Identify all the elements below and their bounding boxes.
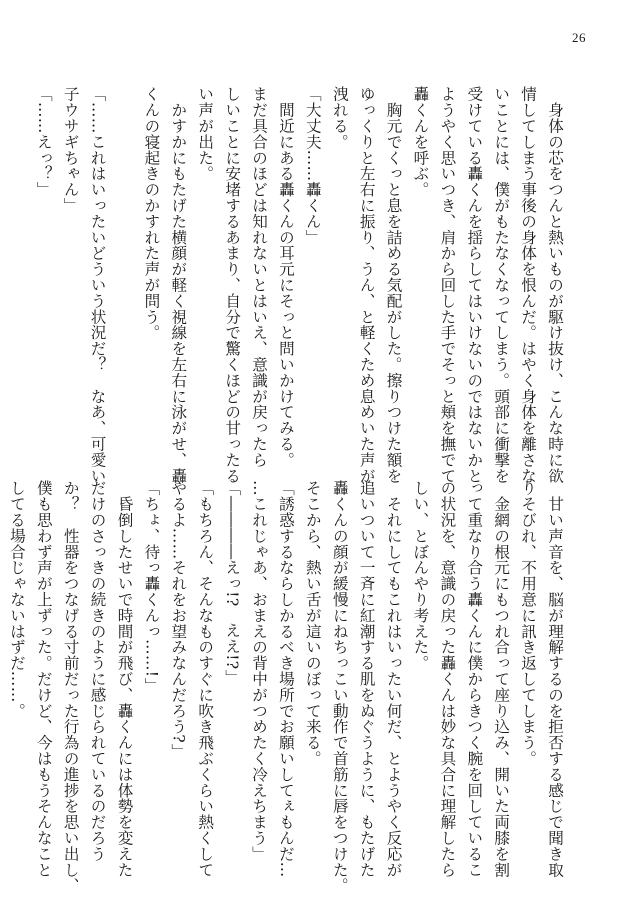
text-line: の状況を、意識の戻った轟くんは妙な具合に理解したら <box>438 480 457 878</box>
text-line: 身体の芯をつんと熱いものが駆け抜け、こんな時に欲 <box>546 86 564 484</box>
text-line: か？ 性器をつなげる寸前だった行為の進捗を思い出し、 <box>61 480 80 894</box>
text-line: してる場合じゃないはずだ……。 <box>7 480 26 719</box>
text-line: 「……これはいったいどういう状況だ？ なあ、可愛い <box>88 86 107 484</box>
text-line: しい、とぼんやり考えた。 <box>411 480 430 671</box>
text-line: かすかにもたげた横顔が軽く視線を左右に泳がせ、轟 <box>169 86 188 484</box>
text-line-blank <box>111 86 138 456</box>
text-line: 「――――えっ!? ええ!?」 <box>223 480 242 686</box>
text-line: だけのさっきの続きのように感じられているのだろう <box>88 480 107 862</box>
text-line: って重なり合う轟くんに僕からきつく腕を回しているこ <box>465 480 484 878</box>
text-line: 「もちろん、そんなものすぐに吹き飛ぶくらい熱くして <box>196 480 215 878</box>
text-line: ようやく思いつき、肩から回した手でそっと頬を撫でて <box>438 86 457 484</box>
text-line: まだ具合のほどは知れないとはいえ、意識が戻ったら <box>250 86 269 468</box>
text-line: ゆっくりと左右に振り、うん、と軽くため息めいた声が <box>357 86 376 484</box>
text-line: い声が出た。 <box>196 86 215 182</box>
text-line: 情してしまう事後の身体を恨んだ。はやく身体を離さな <box>519 86 538 484</box>
text-line: くんの寝起きのかすれた声が問う。 <box>142 86 161 341</box>
text-line: 追いついて一斉に紅潮する肌をぬぐうように、もたげた <box>357 480 376 878</box>
text-line: それにしてもこれはいったい何だ、とようやく反応が <box>384 480 403 878</box>
text-line: しいことに安堵するあまり、自分で驚くほどの甘ったる <box>223 86 242 484</box>
text-line: 受けている轟くんを揺らしてはいけないのではないかと <box>465 86 484 484</box>
text-line: やるよ……それをお望みなんだろう?」 <box>169 480 188 759</box>
text-line: 洩れる。 <box>330 86 349 150</box>
text-line: 「大丈夫……轟くん」 <box>303 86 322 245</box>
text-line: 「誘惑するならしかるべき場所でお願いしてぇもんだ… <box>276 480 295 878</box>
text-line: 僕も思わず声が上ずった。だけど、今はもうそんなこと <box>34 480 53 878</box>
text-line: そこから、熱い舌が這いのぼって来る。 <box>303 480 322 767</box>
text-line: 轟くんを呼ぶ。 <box>411 86 430 198</box>
text-line: 轟くんの顔が緩慢にねちっこい動作で首筋に唇をつけた。 <box>330 480 349 894</box>
text-line: 間近にある轟くんの耳元にそっと問いかけてみる。 <box>276 86 295 468</box>
text-line: りそびれ、不用意に訊き返してしまう。 <box>519 480 538 767</box>
text-block-top <box>34 86 568 484</box>
text-line: 「……えっ？」 <box>34 86 53 198</box>
text-line <box>0 480 3 860</box>
text-line: …これじゃあ、おまえの背中がつめたく冷えちまう」 <box>250 480 269 862</box>
text-block-bottom <box>7 480 568 894</box>
text-line: 胸元でくっと息を詰める気配がした。擦りつけた額を <box>384 86 403 484</box>
text-line: いことには、僕がもたなくなってしまう。頭部に衝撃を <box>492 86 511 484</box>
text-line: 子ウサギちゃん」 <box>61 86 80 214</box>
text-line: 昏倒したせいで時間が飛び、轟くんには体勢を変えた <box>115 480 134 878</box>
text-line: 「ちょ、待っ轟くんっ……!」 <box>142 480 161 694</box>
page-number: 26 <box>572 30 586 45</box>
text-line: 甘い声音を、脳が理解するのを拒否する感じで聞き取 <box>546 480 564 878</box>
text-line: 金網の根元にもつれ合って座り込み、開いた両膝を割 <box>492 480 511 878</box>
